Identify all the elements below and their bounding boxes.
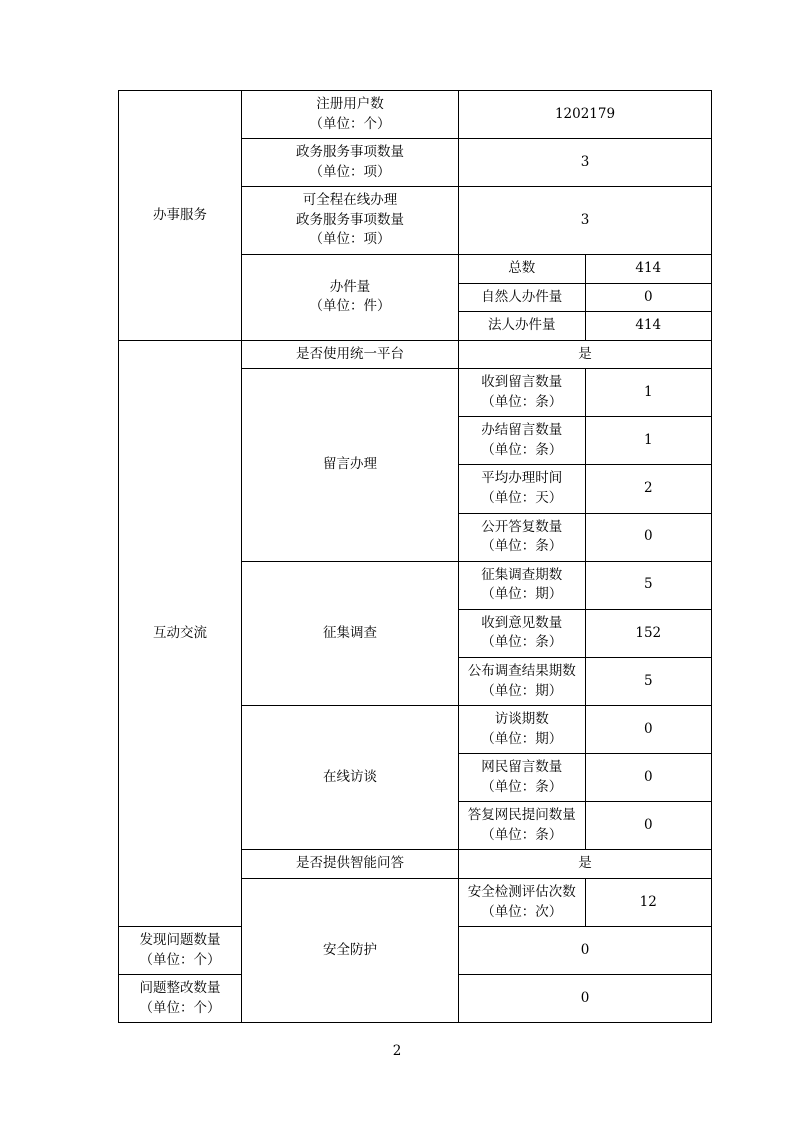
value-cell-natural-person-cases: 0: [585, 283, 712, 312]
item-label-line2: （单位：个）: [139, 951, 221, 968]
table-row: [119, 91, 712, 139]
subitem-label-line1: 收到留言数量: [481, 374, 563, 391]
value-cell-netizen-messages: 0: [585, 754, 712, 802]
item-cell-case-volume: [242, 254, 459, 340]
item-cell-issues-rectified: [119, 975, 242, 1023]
value-cell-smart-qa: 是: [459, 850, 712, 879]
item-label-line2: （单位：项）: [309, 163, 391, 180]
category-cell-anquan-fanghu: 安全防护: [242, 879, 459, 1023]
subitem-cell-netizen-messages: [459, 754, 586, 802]
subitem-cell-total: 总数: [459, 254, 586, 283]
subitem-label-line2: （单位：条）: [481, 634, 563, 651]
subitem-label-line1: 网民留言数量: [481, 759, 563, 776]
subitem-label-line2: （单位：条）: [481, 441, 563, 458]
value-cell-public-replies: 0: [585, 513, 712, 561]
item-cell-unified-platform: [242, 340, 459, 369]
subitem-label-line2: （单位：期）: [481, 730, 563, 747]
item-label-line2: （单位：次）: [481, 903, 563, 920]
item-cell-smart-qa: [242, 850, 459, 879]
subitem-label-line2: （单位：期）: [481, 586, 563, 603]
category-cell-banshi-fuwu: 办事服务: [119, 91, 242, 341]
item-label-line2: （单位：个）: [139, 999, 221, 1016]
subitem-label-line2: （单位：条）: [481, 826, 563, 843]
value-cell-total: 414: [585, 254, 712, 283]
value-cell-security-assessments: 12: [585, 879, 712, 927]
subitem-cell-public-replies: [459, 513, 586, 561]
item-label-line1: 留言办理: [323, 456, 377, 473]
subitem-cell-survey-periods: [459, 561, 586, 609]
item-label-line1: 办件量: [329, 278, 371, 295]
item-cell-survey-collection: [242, 561, 459, 705]
item-label-line1: 征集调查: [323, 624, 377, 641]
item-label-line1: 是否使用统一平台: [296, 345, 404, 362]
value-cell-registered-users: 1202179: [459, 91, 712, 139]
item-label-line1: 注册用户数: [316, 96, 384, 112]
item-label-line2: （单位：件）: [309, 298, 391, 315]
item-cell-registered-users: [242, 91, 459, 139]
government-website-report-table: [118, 90, 696, 1023]
subitem-cell-messages-completed: [459, 417, 586, 465]
item-label-line1: 问题整改数量: [139, 980, 221, 997]
subitem-label-line2: （单位：条）: [481, 393, 563, 410]
table-row: [119, 340, 712, 369]
subitem-cell-legal-person-cases: 法人办件量: [459, 312, 586, 341]
subitem-label-line2: （单位：天）: [481, 490, 563, 506]
subitem-cell-netizen-replies: [459, 802, 586, 850]
subitem-label-line1: 收到意见数量: [481, 614, 563, 631]
value-cell-netizen-replies: 0: [585, 802, 712, 850]
item-label-line1: 安全检测评估次数: [467, 884, 576, 900]
item-cell-message-handling: [242, 369, 459, 562]
item-label-line1: 发现问题数量: [139, 932, 221, 949]
value-cell-legal-person-cases: 414: [585, 312, 712, 341]
subitem-label-line2: （单位：条）: [481, 778, 563, 795]
item-label-line1: 可全程在线办理: [302, 192, 398, 209]
subitem-cell-interview-periods: [459, 706, 586, 754]
subitem-label-line1: 公布调查结果期数: [467, 662, 576, 679]
item-label-line2: 政务服务事项数量: [296, 211, 404, 228]
page-number: 2: [392, 1043, 402, 1059]
value-cell-issues-found: 0: [459, 927, 712, 975]
subitem-cell-opinions-received: [459, 609, 586, 657]
subitem-label-line1: 办结留言数量: [481, 422, 563, 439]
value-cell-interview-periods: 0: [585, 706, 712, 754]
subitem-cell-average-handling-time: [459, 465, 586, 513]
item-cell-online-interview: [242, 706, 459, 850]
item-label-line1: 政务服务事项数量: [296, 144, 404, 161]
item-label-line1: 是否提供智能问答: [296, 855, 404, 872]
value-cell-messages-completed: 1: [585, 417, 712, 465]
item-cell-issues-found: [119, 927, 242, 975]
item-cell-full-online-service-items: [242, 187, 459, 255]
item-label-line3: （单位：项）: [309, 231, 391, 248]
category-cell-hudong-jiaoliu: 互动交流: [119, 340, 242, 927]
value-cell-full-online-service-items: 3: [459, 187, 712, 255]
value-cell-published-survey-results: 5: [585, 657, 712, 705]
item-cell-service-items-count: [242, 139, 459, 187]
value-cell-service-items-count: 3: [459, 139, 712, 187]
subitem-label-line1: 答复网民提问数量: [467, 807, 576, 824]
subitem-label-line2: （单位：期）: [481, 682, 563, 699]
value-cell-average-handling-time: 2: [585, 465, 712, 513]
item-label-line1: 在线访谈: [323, 768, 377, 785]
value-cell-survey-periods: 5: [585, 561, 712, 609]
subitem-label-line1: 公开答复数量: [481, 518, 563, 535]
item-label-line2: （单位：个）: [309, 115, 391, 132]
value-cell-issues-rectified: 0: [459, 975, 712, 1023]
item-cell-security-assessments: [459, 879, 586, 927]
subitem-label-line1: 访谈期数: [494, 711, 549, 728]
report-table: [118, 90, 712, 1023]
subitem-label-line2: （单位：条）: [481, 538, 563, 555]
subitem-cell-messages-received: [459, 369, 586, 417]
subitem-label-line1: 征集调查期数: [481, 566, 563, 583]
value-cell-unified-platform: 是: [459, 340, 712, 369]
subitem-label-line1: 平均办理时间: [481, 470, 563, 487]
subitem-cell-natural-person-cases: 自然人办件量: [459, 283, 586, 312]
value-cell-messages-received: 1: [585, 369, 712, 417]
value-cell-opinions-received: 152: [585, 609, 712, 657]
subitem-cell-published-survey-results: [459, 657, 586, 705]
